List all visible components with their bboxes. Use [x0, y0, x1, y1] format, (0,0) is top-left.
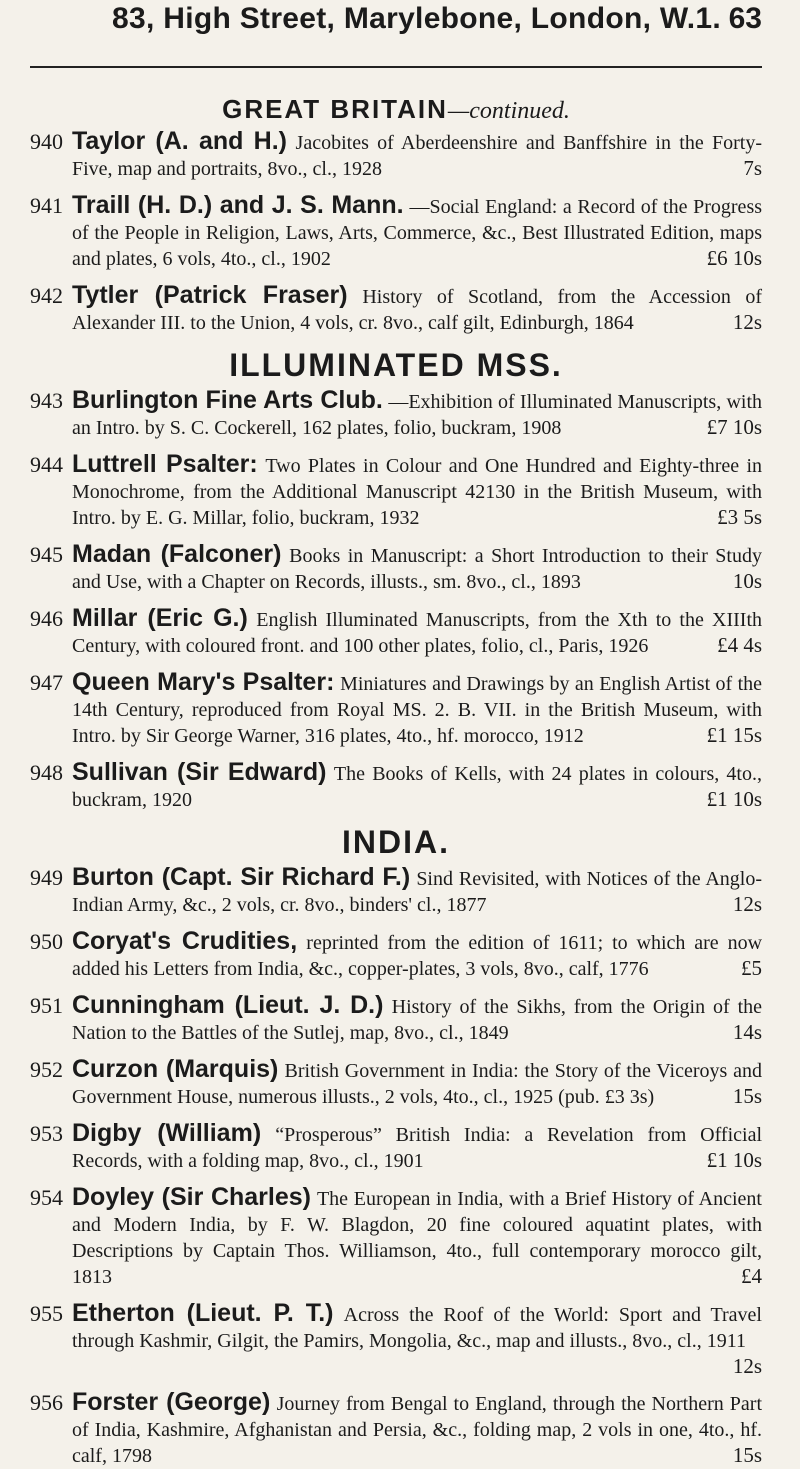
entry-description: The European in India, with a Brief History of Ancient and Modern India, by F. W. Blagdon, 20 fine coloured aquatint plates, with Descriptions by Captain Thos. Williamson, 4to., full contemporary morocco gilt, 1813: [72, 1188, 762, 1288]
entry-price: £4: [741, 1264, 762, 1288]
entry-author: Tytler (Patrick Fraser): [72, 281, 348, 309]
section-heading: [30, 94, 762, 125]
catalogue-entry: [30, 1185, 762, 1290]
entry-price: 7s: [743, 156, 762, 180]
entry-description: Jacobites of Aberdeenshire and Banffshire in the Forty-Five, map and portraits, 8vo., cl., 1928: [72, 132, 763, 180]
catalogue-entry: [30, 283, 762, 336]
entry-description: English Illuminated Manuscripts, from the Xth to the XIIIth Century, with coloured front. and 100 other plates, folio, cl., Paris, 1926: [72, 609, 763, 657]
entry-author: Curzon (Marquis): [72, 1055, 279, 1083]
catalogue-entry: [30, 452, 762, 531]
entry-number: 951: [30, 993, 63, 1018]
entry-description: Books in Manuscript: a Short Introduction to their Study and Use, with a Chapter on Records, illusts., sm. 8vo., cl., 1893: [72, 545, 762, 593]
entry-description: British Government in India: the Story of the Viceroys and Government House, numerous illusts., 2 vols, 4to., cl., 1925 (pub. £3 3s): [72, 1060, 763, 1108]
entry-description: reprinted from the edition of 1611; to which are now added his Letters from India, &c., copper-plates, 3 vols, 8vo., calf, 1776: [72, 932, 763, 980]
entry-author: Cunningham (Lieut. J. D.): [72, 991, 384, 1019]
entry-number: 945: [30, 542, 63, 567]
entry-author: Burlington Fine Arts Club.: [72, 386, 383, 414]
entry-number: 948: [30, 760, 63, 785]
entry-price: 12s: [732, 1354, 762, 1378]
header-rule: [30, 66, 762, 68]
entry-description: Two Plates in Colour and One Hundred and Eighty-three in Monochrome, from the Additional Manuscript 42130 in the British Museum, with Intro. by E. G. Millar, folio, buckram, 1932: [72, 455, 763, 529]
entry-description: History of the Sikhs, from the Origin of the Nation to the Battles of the Sutlej, map, 8vo., cl., 1849: [72, 996, 763, 1044]
entry-number: 943: [30, 388, 63, 413]
catalogue-entry: [30, 670, 762, 749]
entry-number: 953: [30, 1121, 63, 1146]
entry-price: 14s: [732, 1020, 762, 1044]
entry-description: Sind Revisited, with Notices of the Anglo-Indian Army, &c., 2 vols, cr. 8vo., binders' cl., 1877: [72, 868, 763, 916]
section-heading-suffix: —continued.: [447, 98, 570, 124]
entry-description: —Exhibition of Illuminated Manuscripts, with an Intro. by S. C. Cockerell, 162 plates, folio, buckram, 1908: [72, 391, 763, 439]
entry-number: 947: [30, 670, 63, 695]
catalogue-entry: [30, 542, 762, 595]
entry-number: 950: [30, 929, 63, 954]
entry-author: Coryat's Crudities,: [72, 927, 298, 955]
entry-author: Forster (George): [72, 1388, 271, 1416]
entry-number: 940: [30, 129, 63, 154]
catalogue-entry: [30, 929, 762, 982]
catalogue-entry: [30, 193, 762, 272]
entry-price: 12s: [732, 310, 762, 334]
entry-price: £6 10s: [706, 246, 762, 270]
entry-number: 954: [30, 1185, 63, 1210]
entry-price: 12s: [732, 892, 762, 916]
entry-price: £3 5s: [717, 505, 762, 529]
page-header: [30, 0, 762, 66]
entry-author: Burton (Capt. Sir Richard F.): [72, 863, 411, 891]
catalogue-entry: [30, 1057, 762, 1110]
entry-number: 949: [30, 865, 63, 890]
entry-author: Digby (William): [72, 1119, 262, 1147]
entry-description: —Social England: a Record of the Progress of the People in Religion, Laws, Arts, Commerce, &c., Best Illustrated Edition, maps and plates, 6 vols, 4to., cl., 1902: [72, 196, 763, 270]
entry-price: 15s: [732, 1084, 762, 1108]
entry-author: Etherton (Lieut. P. T.): [72, 1299, 334, 1327]
entry-number: 944: [30, 452, 63, 477]
entry-number: 946: [30, 606, 63, 631]
entry-number: 952: [30, 1057, 63, 1082]
catalogue-entry: [30, 865, 762, 918]
header-title: 83, High Street, Marylebone, London, W.1.: [112, 2, 722, 35]
entry-price: 15s: [732, 1443, 762, 1467]
catalogue-entry: [30, 606, 762, 659]
entry-number: 941: [30, 193, 63, 218]
entry-description: Miniatures and Drawings by an English Artist of the 14th Century, reproduced from Royal MS. 2. B. VII. in the British Museum, with Intro. by Sir George Warner, 316 plates, 4to., hf. morocco, 1912: [72, 673, 763, 747]
page-number: 63: [728, 2, 762, 35]
entry-description: Journey from Bengal to England, through the Northern Part of India, Kashmire, Afghanistan and Persia, &c., folding map, 2 vols in one, 4to., hf. calf, 1798: [72, 1393, 763, 1467]
entry-number: 955: [30, 1301, 63, 1326]
entry-number: 942: [30, 283, 63, 308]
entry-author: Traill (H. D.) and J. S. Mann.: [72, 191, 404, 219]
entry-price: £1 10s: [706, 787, 762, 811]
entry-author: Madan (Falconer): [72, 540, 282, 568]
section-heading-text: ILLUMINATED MSS.: [229, 347, 563, 383]
entry-author: Taylor (A. and H.): [72, 127, 287, 155]
catalogue-entry: [30, 1301, 762, 1379]
catalogue-entry: [30, 129, 762, 182]
entry-price: £1 15s: [706, 723, 762, 747]
entry-author: Millar (Eric G.): [72, 604, 248, 632]
entry-price: £7 10s: [706, 415, 762, 439]
entry-number: 956: [30, 1390, 63, 1415]
section-heading-text: INDIA.: [342, 824, 450, 860]
section-heading-text: GREAT BRITAIN: [222, 94, 448, 124]
catalogue-entry: [30, 1121, 762, 1174]
catalogue-content: [30, 94, 762, 1469]
catalogue-entry: [30, 760, 762, 813]
entry-price: £1 10s: [706, 1148, 762, 1172]
entry-price: £4 4s: [717, 633, 762, 657]
catalogue-entry: [30, 1390, 762, 1469]
entry-description: History of Scotland, from the Accession of Alexander III. to the Union, 4 vols, cr. 8vo., calf gilt, Edinburgh, 1864: [72, 286, 763, 334]
entry-description: Across the Roof of the World: Sport and Travel through Kashmir, Gilgit, the Pamirs, Mongolia, &c., map and illusts., 8vo., cl., 1911: [72, 1304, 762, 1352]
section-heading: [30, 824, 762, 861]
catalogue-entry: [30, 993, 762, 1046]
entry-author: Sullivan (Sir Edward): [72, 758, 327, 786]
entry-author: Luttrell Psalter:: [72, 450, 258, 478]
catalogue-entry: [30, 388, 762, 441]
entry-author: Queen Mary's Psalter:: [72, 668, 335, 696]
section-heading: [30, 347, 762, 384]
entry-price: 10s: [732, 569, 762, 593]
entry-description: The Books of Kells, with 24 plates in colours, 4to., buckram, 1920: [72, 763, 762, 811]
entry-price: £5: [741, 956, 762, 980]
entry-description: “Prosperous” British India: a Revelation from Official Records, with a folding map, 8vo., cl., 1901: [72, 1124, 762, 1172]
entry-author: Doyley (Sir Charles): [72, 1183, 311, 1211]
